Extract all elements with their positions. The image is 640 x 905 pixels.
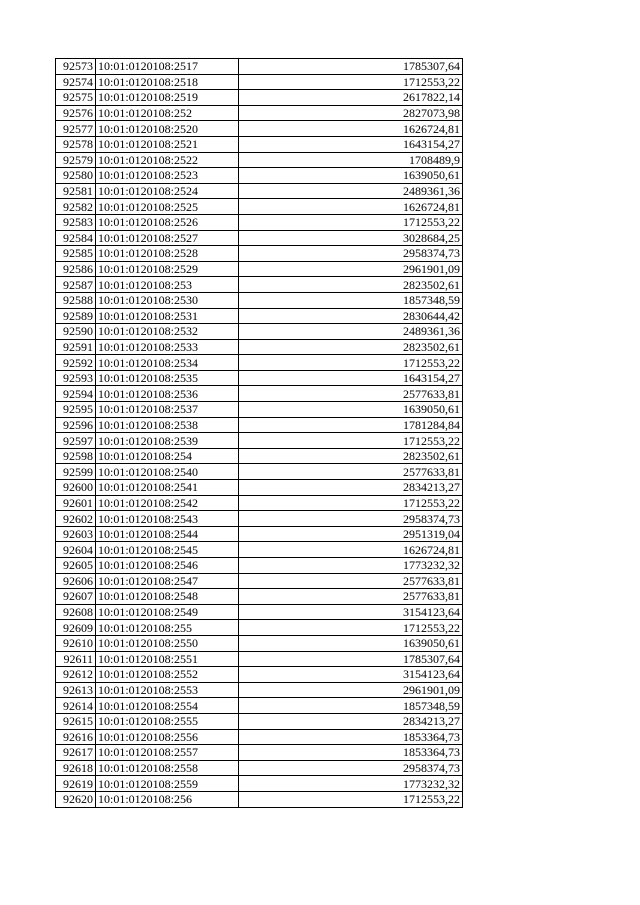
table-row <box>56 791 463 807</box>
cadastral-value-cell: 1712553,22 <box>239 74 463 90</box>
cadastral-value-cell: 2834213,27 <box>239 480 463 496</box>
cadastral-value-cell: 1853364,73 <box>239 745 463 761</box>
cadastral-value-cell: 1639050,61 <box>239 402 463 418</box>
cadastral-number-cell: 10:01:0120108:2543 <box>96 511 239 527</box>
row-number-cell: 92608 <box>56 604 96 620</box>
cadastral-number-cell: 10:01:0120108:2521 <box>96 136 239 152</box>
row-number-cell: 92577 <box>56 121 96 137</box>
cadastral-number-cell: 10:01:0120108:2523 <box>96 168 239 184</box>
table-row <box>56 745 463 761</box>
cadastral-value-cell: 2961901,09 <box>239 682 463 698</box>
cadastral-number-cell: 10:01:0120108:2529 <box>96 261 239 277</box>
row-number-cell: 92584 <box>56 230 96 246</box>
cadastral-value-cell: 1712553,22 <box>239 620 463 636</box>
cadastral-number-cell: 10:01:0120108:2557 <box>96 745 239 761</box>
table-row <box>56 713 463 729</box>
cadastral-value-cell: 2830644,42 <box>239 308 463 324</box>
table-row <box>56 292 463 308</box>
row-number-cell: 92583 <box>56 214 96 230</box>
table-row <box>56 59 463 75</box>
cadastral-number-cell: 10:01:0120108:2527 <box>96 230 239 246</box>
cadastral-number-cell: 10:01:0120108:2519 <box>96 90 239 106</box>
cadastral-number-cell: 10:01:0120108:2530 <box>96 292 239 308</box>
cadastral-value-cell: 1785307,64 <box>239 651 463 667</box>
cadastral-value-cell: 1712553,22 <box>239 214 463 230</box>
cadastral-number-cell: 10:01:0120108:2550 <box>96 635 239 651</box>
row-number-cell: 92574 <box>56 74 96 90</box>
row-number-cell: 92618 <box>56 760 96 776</box>
table-row <box>56 651 463 667</box>
table-row <box>56 246 463 262</box>
table-row <box>56 480 463 496</box>
table-row <box>56 74 463 90</box>
row-number-cell: 92620 <box>56 791 96 807</box>
table-row <box>56 604 463 620</box>
cadastral-number-cell: 10:01:0120108:2524 <box>96 183 239 199</box>
row-number-cell: 92596 <box>56 417 96 433</box>
row-number-cell: 92589 <box>56 308 96 324</box>
cadastral-number-cell: 10:01:0120108:2536 <box>96 386 239 402</box>
row-number-cell: 92598 <box>56 448 96 464</box>
table-row <box>56 558 463 574</box>
row-number-cell: 92585 <box>56 246 96 262</box>
table-row <box>56 308 463 324</box>
cadastral-value-table <box>55 58 463 808</box>
table-row <box>56 105 463 121</box>
cadastral-value-cell: 1626724,81 <box>239 121 463 137</box>
cadastral-number-cell: 10:01:0120108:2558 <box>96 760 239 776</box>
cadastral-value-cell: 1773232,32 <box>239 776 463 792</box>
cadastral-value-cell: 1639050,61 <box>239 168 463 184</box>
cadastral-value-cell: 3154123,64 <box>239 667 463 683</box>
table-row <box>56 776 463 792</box>
table-row <box>56 136 463 152</box>
cadastral-number-cell: 10:01:0120108:252 <box>96 105 239 121</box>
cadastral-value-cell: 2827073,98 <box>239 105 463 121</box>
cadastral-value-cell: 2961901,09 <box>239 261 463 277</box>
table-row <box>56 526 463 542</box>
cadastral-value-cell: 1857348,59 <box>239 292 463 308</box>
cadastral-value-cell: 2958374,73 <box>239 760 463 776</box>
row-number-cell: 92573 <box>56 59 96 75</box>
table-row <box>56 667 463 683</box>
cadastral-number-cell: 10:01:0120108:2522 <box>96 152 239 168</box>
cadastral-number-cell: 10:01:0120108:2545 <box>96 542 239 558</box>
row-number-cell: 92609 <box>56 620 96 636</box>
table-row <box>56 433 463 449</box>
row-number-cell: 92594 <box>56 386 96 402</box>
table-row <box>56 589 463 605</box>
cadastral-number-cell: 10:01:0120108:2544 <box>96 526 239 542</box>
table-row <box>56 90 463 106</box>
cadastral-value-cell: 3154123,64 <box>239 604 463 620</box>
cadastral-value-cell: 1712553,22 <box>239 791 463 807</box>
row-number-cell: 92576 <box>56 105 96 121</box>
cadastral-number-cell: 10:01:0120108:2520 <box>96 121 239 137</box>
table-row <box>56 698 463 714</box>
cadastral-number-cell: 10:01:0120108:2526 <box>96 214 239 230</box>
row-number-cell: 92606 <box>56 573 96 589</box>
row-number-cell: 92605 <box>56 558 96 574</box>
cadastral-number-cell: 10:01:0120108:2542 <box>96 495 239 511</box>
table-row <box>56 417 463 433</box>
table-row <box>56 386 463 402</box>
cadastral-value-cell: 3028684,25 <box>239 230 463 246</box>
cadastral-value-cell: 2823502,61 <box>239 277 463 293</box>
cadastral-number-cell: 10:01:0120108:2525 <box>96 199 239 215</box>
cadastral-number-cell: 10:01:0120108:2533 <box>96 339 239 355</box>
cadastral-value-cell: 2489361,36 <box>239 324 463 340</box>
row-number-cell: 92611 <box>56 651 96 667</box>
row-number-cell: 92614 <box>56 698 96 714</box>
cadastral-number-cell: 10:01:0120108:2528 <box>96 246 239 262</box>
row-number-cell: 92587 <box>56 277 96 293</box>
table-row <box>56 682 463 698</box>
table-row <box>56 620 463 636</box>
row-number-cell: 92607 <box>56 589 96 605</box>
table-row <box>56 277 463 293</box>
row-number-cell: 92599 <box>56 464 96 480</box>
cadastral-value-cell: 2958374,73 <box>239 246 463 262</box>
table-row <box>56 121 463 137</box>
row-number-cell: 92615 <box>56 713 96 729</box>
cadastral-value-cell: 2951319,04 <box>239 526 463 542</box>
cadastral-value-cell: 2489361,36 <box>239 183 463 199</box>
row-number-cell: 92601 <box>56 495 96 511</box>
table-row <box>56 370 463 386</box>
cadastral-number-cell: 10:01:0120108:2534 <box>96 355 239 371</box>
row-number-cell: 92588 <box>56 292 96 308</box>
table-row <box>56 230 463 246</box>
cadastral-value-cell: 1712553,22 <box>239 355 463 371</box>
row-number-cell: 92593 <box>56 370 96 386</box>
cadastral-number-cell: 10:01:0120108:2547 <box>96 573 239 589</box>
cadastral-value-cell: 1643154,27 <box>239 370 463 386</box>
cadastral-number-cell: 10:01:0120108:253 <box>96 277 239 293</box>
cadastral-number-cell: 10:01:0120108:2554 <box>96 698 239 714</box>
table-row <box>56 760 463 776</box>
table-row <box>56 635 463 651</box>
row-number-cell: 92600 <box>56 480 96 496</box>
row-number-cell: 92579 <box>56 152 96 168</box>
row-number-cell: 92616 <box>56 729 96 745</box>
cadastral-number-cell: 10:01:0120108:2552 <box>96 667 239 683</box>
table-row <box>56 573 463 589</box>
cadastral-value-cell: 2577633,81 <box>239 464 463 480</box>
table-body <box>56 59 463 808</box>
table-row <box>56 152 463 168</box>
table-row <box>56 542 463 558</box>
cadastral-number-cell: 10:01:0120108:2553 <box>96 682 239 698</box>
row-number-cell: 92578 <box>56 136 96 152</box>
cadastral-value-cell: 1781284,84 <box>239 417 463 433</box>
table-row <box>56 324 463 340</box>
cadastral-value-cell: 1626724,81 <box>239 199 463 215</box>
table-row <box>56 261 463 277</box>
table-row <box>56 402 463 418</box>
table-row <box>56 199 463 215</box>
table-row <box>56 355 463 371</box>
cadastral-number-cell: 10:01:0120108:255 <box>96 620 239 636</box>
cadastral-number-cell: 10:01:0120108:254 <box>96 448 239 464</box>
table-row <box>56 168 463 184</box>
table-row <box>56 448 463 464</box>
cadastral-value-cell: 1639050,61 <box>239 635 463 651</box>
table-row <box>56 183 463 199</box>
row-number-cell: 92617 <box>56 745 96 761</box>
row-number-cell: 92592 <box>56 355 96 371</box>
table-row <box>56 214 463 230</box>
cadastral-value-cell: 1643154,27 <box>239 136 463 152</box>
cadastral-number-cell: 10:01:0120108:2532 <box>96 324 239 340</box>
row-number-cell: 92595 <box>56 402 96 418</box>
row-number-cell: 92610 <box>56 635 96 651</box>
cadastral-number-cell: 10:01:0120108:2517 <box>96 59 239 75</box>
cadastral-value-cell: 1773232,32 <box>239 558 463 574</box>
table-row <box>56 339 463 355</box>
row-number-cell: 92602 <box>56 511 96 527</box>
cadastral-value-cell: 1708489,9 <box>239 152 463 168</box>
table-row <box>56 464 463 480</box>
cadastral-value-cell: 2577633,81 <box>239 573 463 589</box>
cadastral-number-cell: 10:01:0120108:2518 <box>96 74 239 90</box>
cadastral-number-cell: 10:01:0120108:256 <box>96 791 239 807</box>
cadastral-number-cell: 10:01:0120108:2537 <box>96 402 239 418</box>
row-number-cell: 92586 <box>56 261 96 277</box>
table-row <box>56 729 463 745</box>
cadastral-value-cell: 1626724,81 <box>239 542 463 558</box>
cadastral-value-cell: 2617822,14 <box>239 90 463 106</box>
row-number-cell: 92619 <box>56 776 96 792</box>
cadastral-value-cell: 2577633,81 <box>239 386 463 402</box>
row-number-cell: 92591 <box>56 339 96 355</box>
cadastral-number-cell: 10:01:0120108:2535 <box>96 370 239 386</box>
cadastral-number-cell: 10:01:0120108:2546 <box>96 558 239 574</box>
row-number-cell: 92612 <box>56 667 96 683</box>
table-row <box>56 511 463 527</box>
cadastral-number-cell: 10:01:0120108:2540 <box>96 464 239 480</box>
cadastral-value-cell: 2823502,61 <box>239 448 463 464</box>
row-number-cell: 92575 <box>56 90 96 106</box>
row-number-cell: 92604 <box>56 542 96 558</box>
cadastral-number-cell: 10:01:0120108:2555 <box>96 713 239 729</box>
cadastral-number-cell: 10:01:0120108:2531 <box>96 308 239 324</box>
row-number-cell: 92590 <box>56 324 96 340</box>
cadastral-number-cell: 10:01:0120108:2538 <box>96 417 239 433</box>
cadastral-value-cell: 2958374,73 <box>239 511 463 527</box>
cadastral-value-cell: 2577633,81 <box>239 589 463 605</box>
row-number-cell: 92597 <box>56 433 96 449</box>
cadastral-number-cell: 10:01:0120108:2541 <box>96 480 239 496</box>
cadastral-value-cell: 2823502,61 <box>239 339 463 355</box>
cadastral-number-cell: 10:01:0120108:2548 <box>96 589 239 605</box>
cadastral-number-cell: 10:01:0120108:2551 <box>96 651 239 667</box>
cadastral-value-cell: 1712553,22 <box>239 495 463 511</box>
cadastral-number-cell: 10:01:0120108:2556 <box>96 729 239 745</box>
row-number-cell: 92603 <box>56 526 96 542</box>
cadastral-value-cell: 1857348,59 <box>239 698 463 714</box>
cadastral-number-cell: 10:01:0120108:2559 <box>96 776 239 792</box>
cadastral-value-cell: 1785307,64 <box>239 59 463 75</box>
cadastral-number-cell: 10:01:0120108:2549 <box>96 604 239 620</box>
row-number-cell: 92580 <box>56 168 96 184</box>
row-number-cell: 92613 <box>56 682 96 698</box>
cadastral-value-cell: 1712553,22 <box>239 433 463 449</box>
cadastral-number-cell: 10:01:0120108:2539 <box>96 433 239 449</box>
cadastral-value-cell: 2834213,27 <box>239 713 463 729</box>
table-row <box>56 495 463 511</box>
cadastral-value-cell: 1853364,73 <box>239 729 463 745</box>
row-number-cell: 92581 <box>56 183 96 199</box>
row-number-cell: 92582 <box>56 199 96 215</box>
